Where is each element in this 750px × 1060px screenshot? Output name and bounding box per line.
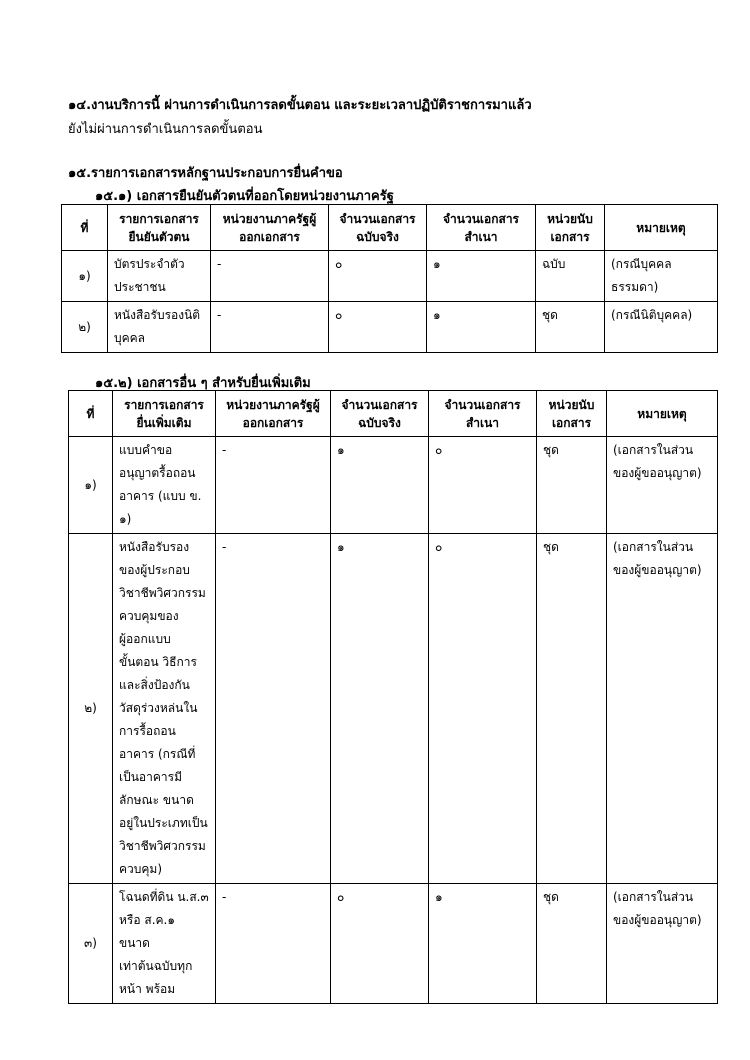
unit: ชุด <box>537 437 607 534</box>
original-count: ๐ <box>331 884 429 1004</box>
header-unit: หน่วยนับ เอกสาร <box>536 205 605 251</box>
agency: - <box>211 302 329 353</box>
original-count: ๐ <box>329 302 427 353</box>
header-remark: หมายเหตุ <box>607 391 718 437</box>
header-original-count: จำนวนเอกสาร ฉบับจริง <box>329 205 427 251</box>
additional-documents-table <box>68 390 718 1004</box>
remark: (เอกสารในส่วน ของผู้ขออนุญาต) <box>607 884 718 1004</box>
header-agency: หน่วยงานภาครัฐผู้ ออกเอกสาร <box>211 205 329 251</box>
row-number: ๑) <box>62 251 108 302</box>
copy-count: ๑ <box>427 251 536 302</box>
document-name: บัตรประจำตัว ประชาชน <box>108 251 211 302</box>
row-number: ๑) <box>69 437 113 534</box>
table-row <box>62 302 718 353</box>
header-no: ที่ <box>62 205 108 251</box>
table-row <box>69 534 718 884</box>
section-15-2-heading: ๑๕.๒) เอกสารอื่น ๆ สำหรับยื่นเพิ่มเติม <box>95 376 311 391</box>
document-name: หนังสือรับรอง ของผู้ประกอบ วิชาชีพวิศวกรรม ควบคุมของ ผู้ออกแบบ ขั้นตอน วิธีการ และสิ่งป้องกัน วัสดุร่วงหล่นใน การรื้อถอน อาคาร (กรณีที่ เป็นอาคารมี ลักษณะ ขนาด อยู่ในประเภทเป็น วิชาชีพวิศวกรรม ควบคุม) <box>113 534 216 884</box>
table-row <box>69 437 718 534</box>
remark: (กรณีบุคคล ธรรมดา) <box>605 251 718 302</box>
remark: (เอกสารในส่วน ของผู้ขออนุญาต) <box>607 534 718 884</box>
remark: (เอกสารในส่วน ของผู้ขออนุญาต) <box>607 437 718 534</box>
header-unit: หน่วยนับ เอกสาร <box>537 391 607 437</box>
unit: ชุด <box>537 884 607 1004</box>
unit: ฉบับ <box>536 251 605 302</box>
section-15-heading: ๑๕.รายการเอกสารหลักฐานประกอบการยื่นคำขอ <box>68 166 343 181</box>
table-row <box>62 251 718 302</box>
agency: - <box>216 884 331 1004</box>
copy-count: ๑ <box>429 884 537 1004</box>
document-name: แบบคำขอ อนุญาตรื้อถอน อาคาร (แบบ ข. ๑) <box>113 437 216 534</box>
section-15-1-heading: ๑๕.๑) เอกสารยืนยันตัวตนที่ออกโดยหน่วยงานภาครัฐ <box>95 189 394 204</box>
unit: ชุด <box>537 534 607 884</box>
unit: ชุด <box>536 302 605 353</box>
document-name: โฉนดที่ดิน น.ส.๓ หรือ ส.ค.๑ ขนาด เท่าต้นฉบับทุก หน้า พร้อม <box>113 884 216 1004</box>
row-number: ๒) <box>62 302 108 353</box>
row-number: ๓) <box>69 884 113 1004</box>
header-no: ที่ <box>69 391 113 437</box>
header-document: รายการเอกสาร ยืนยันตัวตน <box>108 205 211 251</box>
section-14-text: ยังไม่ผ่านการดำเนินการลดขั้นตอน <box>68 122 263 137</box>
header-copy-count: จำนวนเอกสาร สำเนา <box>427 205 536 251</box>
original-count: ๑ <box>331 437 429 534</box>
copy-count: ๑ <box>427 302 536 353</box>
header-original-count: จำนวนเอกสาร ฉบับจริง <box>331 391 429 437</box>
agency: - <box>216 437 331 534</box>
original-count: ๑ <box>331 534 429 884</box>
header-document: รายการเอกสาร ยื่นเพิ่มเติม <box>113 391 216 437</box>
original-count: ๐ <box>329 251 427 302</box>
identity-documents-table <box>61 204 718 353</box>
agency: - <box>211 251 329 302</box>
remark: (กรณีนิติบุคคล) <box>605 302 718 353</box>
agency: - <box>216 534 331 884</box>
header-agency: หน่วยงานภาครัฐผู้ ออกเอกสาร <box>216 391 331 437</box>
document-name: หนังสือรับรองนิติ บุคคล <box>108 302 211 353</box>
table-row <box>69 884 718 1004</box>
section-14-heading: ๑๔.งานบริการนี้ ผ่านการดำเนินการลดขั้นตอน และระยะเวลาปฏิบัติราชการมาแล้ว <box>68 98 532 113</box>
header-copy-count: จำนวนเอกสาร สำเนา <box>429 391 537 437</box>
header-remark: หมายเหตุ <box>605 205 718 251</box>
copy-count: ๐ <box>429 437 537 534</box>
row-number: ๒) <box>69 534 113 884</box>
copy-count: ๐ <box>429 534 537 884</box>
